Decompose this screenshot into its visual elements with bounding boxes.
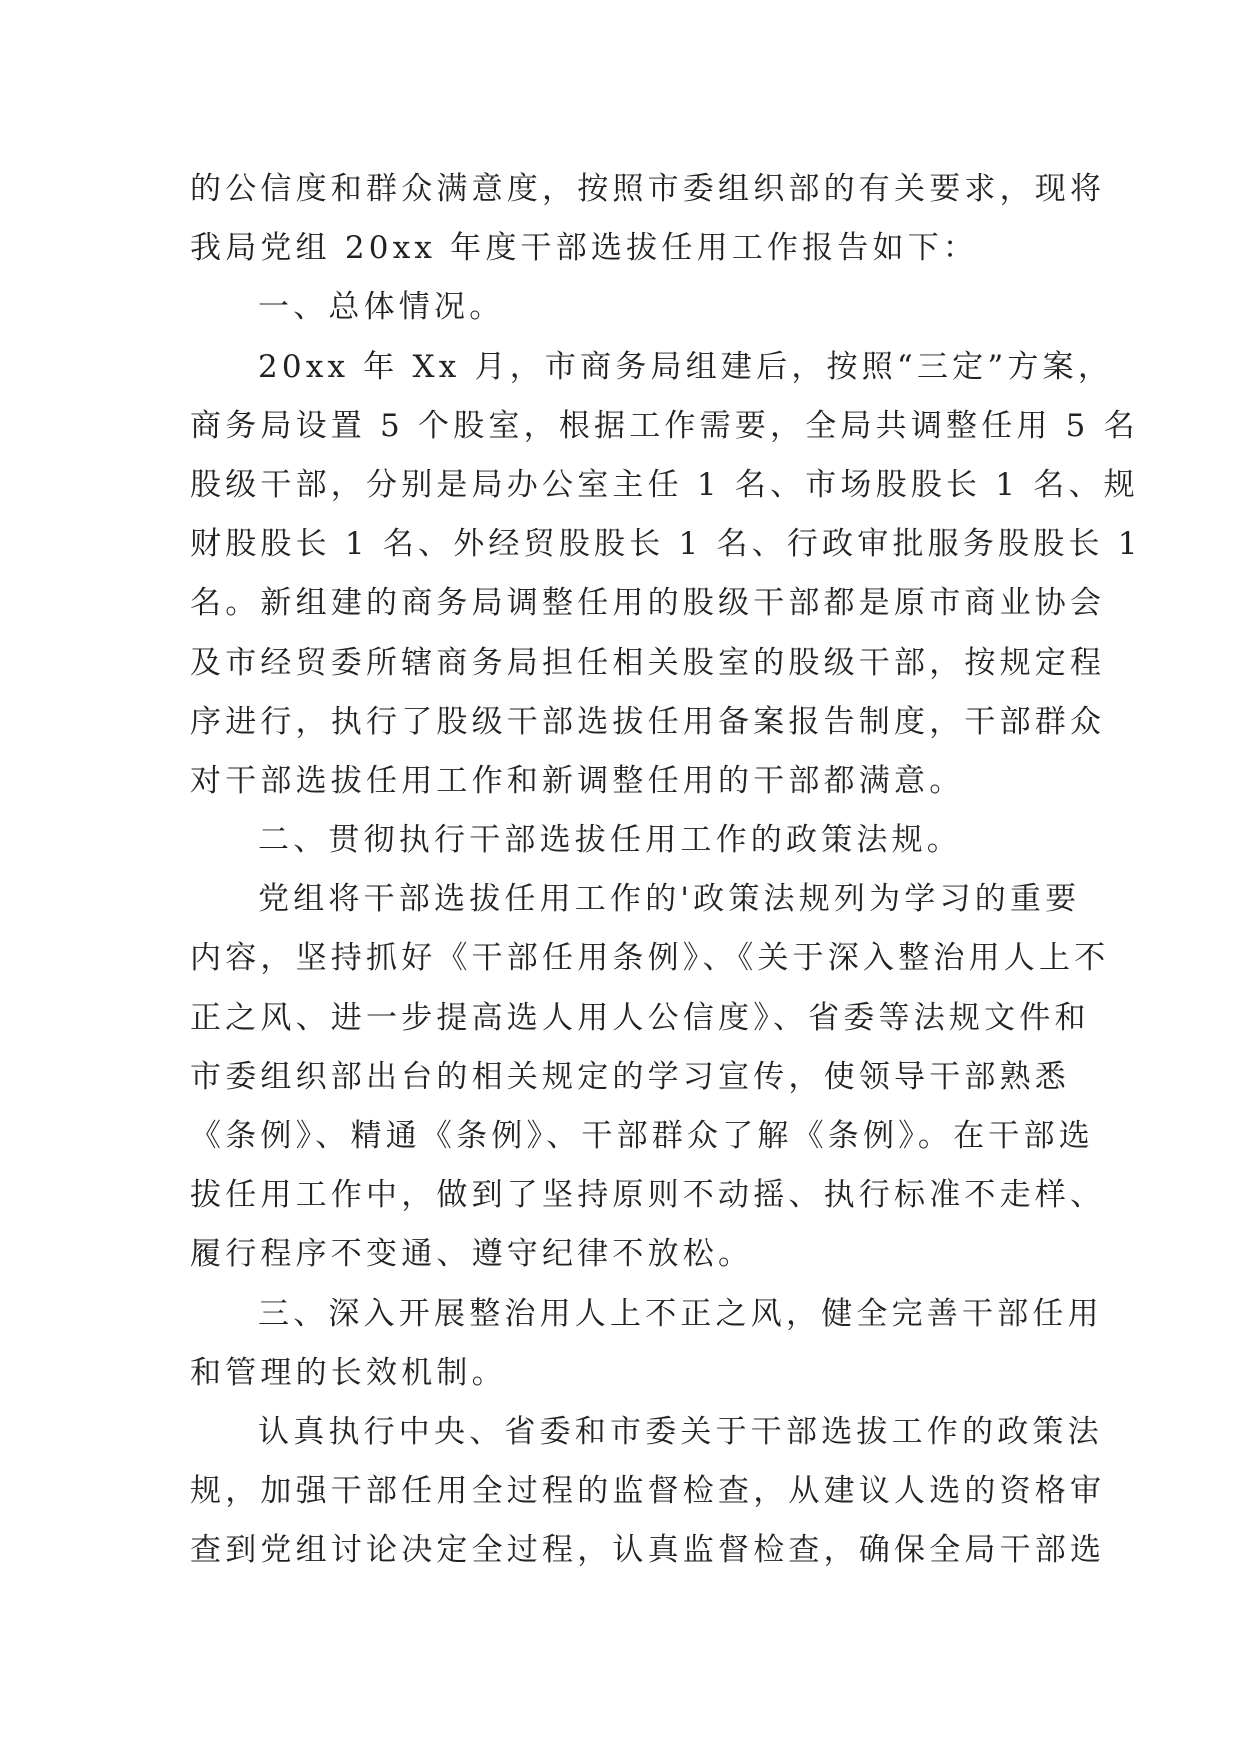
text-line: 序进行，执行了股级干部选拔任用备案报告制度，干部群众 <box>190 703 1106 740</box>
document-body <box>190 160 1142 1581</box>
text-line: 财股股长 1 名、外经贸股股长 1 名、行政审批服务股股长 1 <box>190 526 1142 563</box>
text-line: 对干部选拔任用工作和新调整任用的干部都满意。 <box>190 762 965 799</box>
section-heading-3: 三、深入开展整治用人上不正之风，健全完善干部任用 <box>258 1295 1103 1332</box>
text-line: 党组将干部选拔任用工作的'政策法规列为学习的重要 <box>258 881 1081 918</box>
text-line: 商务局设置 5 个股室，根据工作需要，全局共调整任用 5 名 <box>190 407 1139 444</box>
text-line: 履行程序不变通、遵守纪律不放松。 <box>190 1236 754 1273</box>
text-line: 查到党组讨论决定全过程，认真监督检查，确保全局干部选 <box>190 1532 1106 1569</box>
text-line: 市委组织部出台的相关规定的学习宣传，使领导干部熟悉 <box>190 1058 1070 1095</box>
section-heading-2: 二、贯彻执行干部选拔任用工作的政策法规。 <box>258 822 962 859</box>
text-line: 正之风、进一步提高选人用人公信度》、省委等法规文件和 <box>190 999 1090 1036</box>
text-line: 我局党组 20xx 年度干部选拔任用工作报告如下： <box>190 230 979 267</box>
text-line: 认真执行中央、省委和市委关于干部选拔工作的政策法 <box>258 1413 1103 1450</box>
text-line: 和管理的长效机制。 <box>190 1354 507 1391</box>
text-line: 内容，坚持抓好《干部任用条例》、《关于深入整治用人上不 <box>190 940 1110 977</box>
text-line: 名。新组建的商务局调整任用的股级干部都是原市商业协会 <box>190 585 1106 622</box>
text-line: 规，加强干部任用全过程的监督检查，从建议人选的资格审 <box>190 1473 1106 1510</box>
text-line: 拔任用工作中，做到了坚持原则不动摇、执行标准不走样、 <box>190 1177 1106 1214</box>
text-line: 《条例》、精通《条例》、干部群众了解《条例》。在干部选 <box>190 1118 1094 1154</box>
section-heading-1: 一、总体情况。 <box>258 289 505 326</box>
text-line: 股级干部，分别是局办公室主任 1 名、市场股股长 1 名、规 <box>190 466 1139 503</box>
text-line: 的公信度和群众满意度，按照市委组织部的有关要求，现将 <box>190 171 1106 207</box>
text-line: 20xx 年 Xx 月，市商务局组建后，按照“三定”方案， <box>258 348 1114 385</box>
text-line: 及市经贸委所辖商务局担任相关股室的股级干部，按规定程 <box>190 644 1106 681</box>
